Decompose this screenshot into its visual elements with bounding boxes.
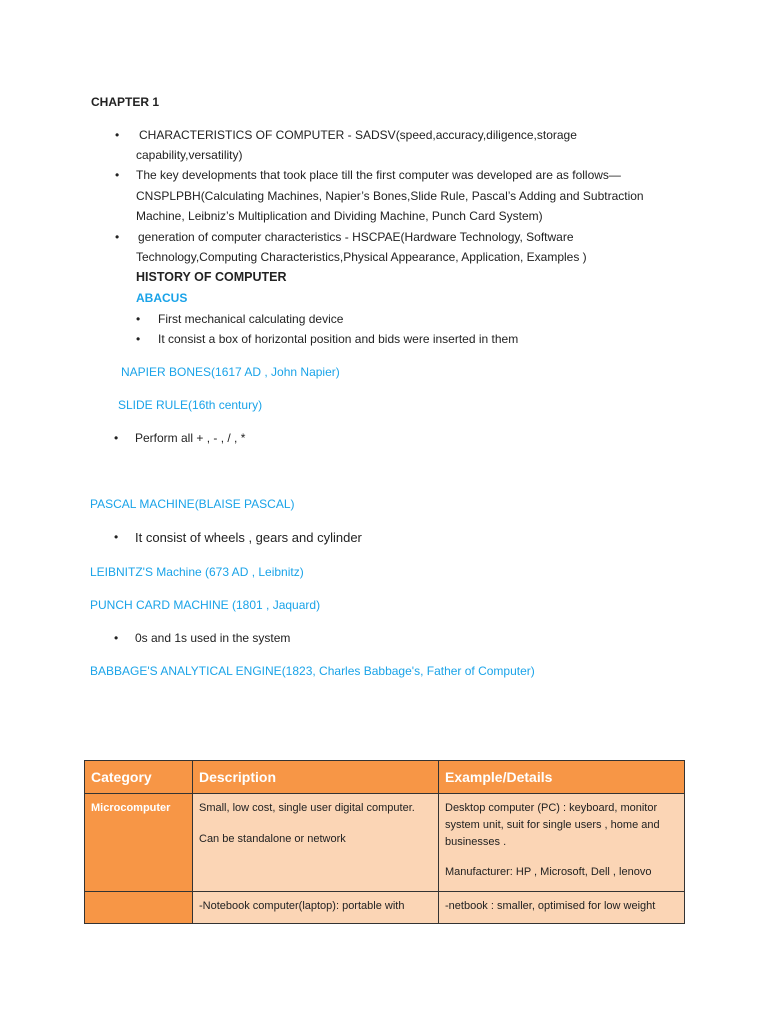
table-row [85, 794, 685, 892]
table-row [85, 892, 685, 924]
example-cell: -netbook : smaller, optimised for low weight [439, 892, 685, 924]
generation-line-1: generation of computer characteristics - HSCPAE(Hardware Technology, Software [138, 230, 574, 244]
bullet-icon: • [114, 530, 119, 544]
description-cell [193, 794, 439, 892]
bullet-icon: • [136, 332, 141, 346]
babbage-heading: BABBAGE'S ANALYTICAL ENGINE(1823, Charles Babbage's, Father of Computer) [90, 664, 535, 678]
bullet-icon: • [115, 128, 120, 142]
description-line: Can be standalone or network [199, 833, 346, 845]
bullet-icon: • [115, 168, 120, 182]
example-line: businesses . [445, 836, 507, 848]
bullet-icon: • [114, 431, 119, 445]
punch-card-item-1: 0s and 1s used in the system [135, 631, 291, 645]
category-cell: Microcomputer [85, 794, 193, 892]
example-line: Desktop computer (PC) : keyboard, monitor [445, 802, 658, 814]
pascal-heading: PASCAL MACHINE(BLAISE PASCAL) [90, 497, 295, 511]
description-cell: -Notebook computer(laptop): portable with [193, 892, 439, 924]
example-cell [439, 794, 685, 892]
abacus-item-1: First mechanical calculating device [158, 312, 344, 326]
napier-heading: NAPIER BONES(1617 AD , John Napier) [121, 365, 340, 379]
history-heading: HISTORY OF COMPUTER [136, 270, 287, 284]
developments-line-1: The key developments that took place till the first computer was developed are as follows— [136, 168, 621, 182]
slide-rule-item-1: Perform all + , - , / , * [135, 431, 246, 445]
slide-rule-heading: SLIDE RULE(16th century) [118, 398, 263, 412]
characteristics-line-1: CHARACTERISTICS OF COMPUTER - SADSV(speed,accuracy,diligence,storage [139, 128, 577, 142]
example-line: system unit, suit for single users , home and [445, 819, 660, 831]
header-description: Description [193, 761, 439, 794]
bullet-icon: • [114, 631, 119, 645]
description-line: Small, low cost, single user digital computer. [199, 802, 415, 814]
header-example: Example/Details [439, 761, 685, 794]
punch-card-heading: PUNCH CARD MACHINE (1801 , Jaquard) [90, 598, 321, 612]
bullet-icon: • [136, 312, 141, 326]
developments-line-2: CNSPLPBH(Calculating Machines, Napier’s Bones,Slide Rule, Pascal’s Adding and Subtraction [136, 189, 644, 203]
abacus-item-2: It consist a box of horizontal position and bids were inserted in them [158, 332, 519, 346]
pascal-item-1: It consist of wheels , gears and cylinder [135, 530, 362, 545]
chapter-title: CHAPTER 1 [91, 95, 160, 109]
computer-category-table [84, 760, 685, 924]
generation-line-2: Technology,Computing Characteristics,Physical Appearance, Application, Examples ) [136, 250, 587, 264]
developments-line-3: Machine, Leibniz’s Multiplication and Dividing Machine, Punch Card System) [136, 209, 543, 223]
bullet-icon: • [115, 230, 120, 244]
table-header-row [85, 761, 685, 794]
category-cell [85, 892, 193, 924]
header-category: Category [85, 761, 193, 794]
characteristics-line-2: capability,versatility) [136, 148, 243, 162]
example-line: Manufacturer: HP , Microsoft, Dell , lenovo [445, 866, 652, 878]
leibnitz-heading: LEIBNITZ'S Machine (673 AD , Leibnitz) [90, 565, 304, 579]
abacus-heading: ABACUS [136, 291, 188, 305]
